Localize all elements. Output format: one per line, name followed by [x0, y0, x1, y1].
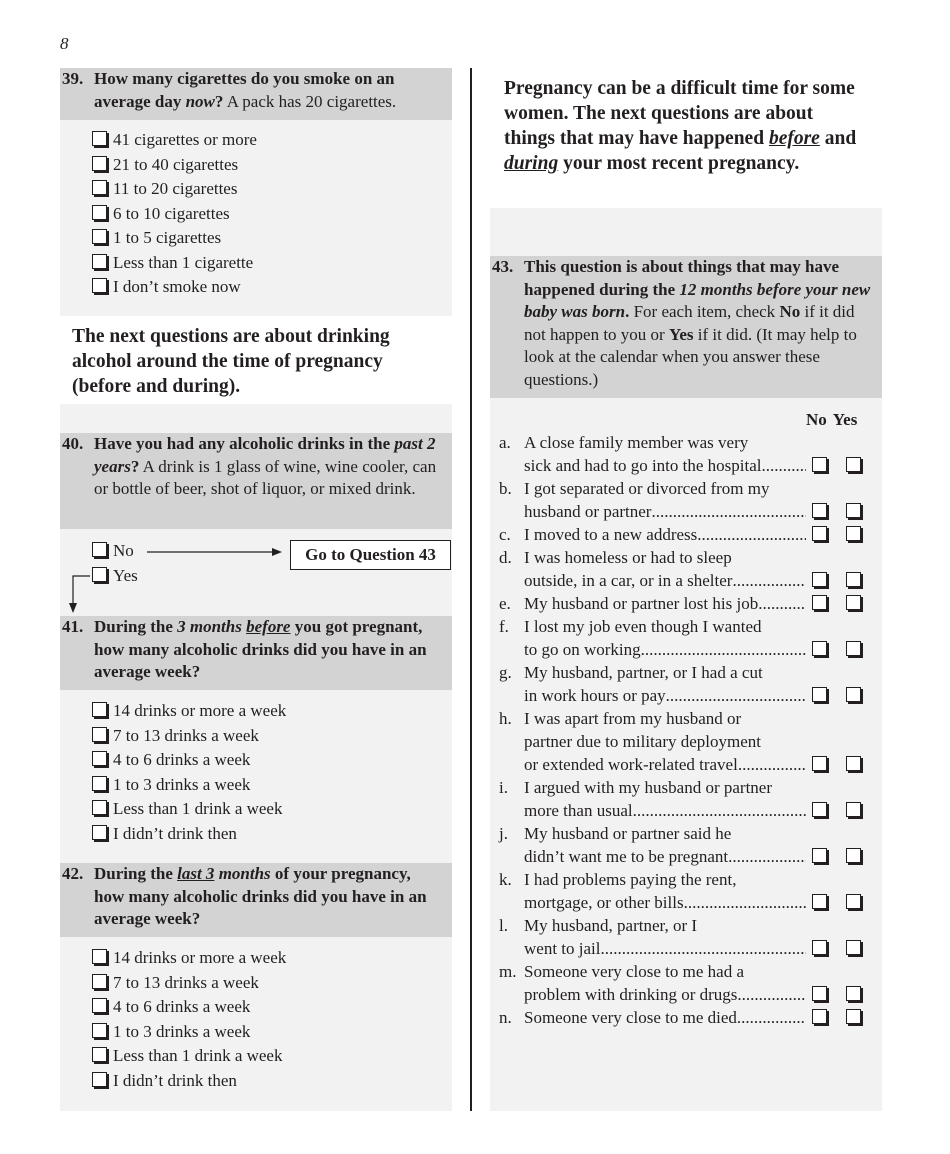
checkbox[interactable]: [92, 800, 107, 815]
checkbox[interactable]: [92, 156, 107, 171]
yes-checkbox[interactable]: [846, 894, 861, 909]
item-text-line: I argued with my husband or partner: [524, 778, 773, 797]
yes-checkbox[interactable]: [846, 595, 861, 610]
checkbox[interactable]: [92, 180, 107, 195]
no-checkbox[interactable]: [812, 572, 827, 587]
yes-checkbox[interactable]: [846, 572, 861, 587]
no-checkbox[interactable]: [812, 641, 827, 656]
item-letter: e.: [499, 594, 511, 613]
dot-leader: [737, 983, 806, 1006]
question-number: 41.: [62, 617, 84, 636]
checkbox[interactable]: [92, 229, 107, 244]
question-number: 40.: [62, 434, 84, 453]
yes-checkbox[interactable]: [846, 687, 861, 702]
item-text-line: I moved to a new address .....: [524, 523, 806, 546]
item-text: [524, 822, 806, 868]
life-event-item: [490, 477, 882, 523]
life-event-item: [490, 546, 882, 592]
dot-leader: [666, 684, 806, 707]
item-text-line: My husband or partner said he: [524, 824, 732, 843]
answer-checkboxes: [812, 940, 872, 956]
item-text-line: sick and had to go into the hospital .....: [524, 454, 806, 477]
life-event-item: [490, 776, 882, 822]
answer-checkboxes: [812, 572, 872, 588]
item-letter: h.: [499, 709, 512, 728]
dot-leader: [697, 523, 806, 546]
life-event-item: [490, 523, 882, 546]
item-text-line: didn’t want me to be pregnant .....: [524, 845, 806, 868]
item-text-line: I was homeless or had to sleep: [524, 548, 732, 567]
option-item: [92, 1044, 286, 1069]
dot-leader: [633, 799, 806, 822]
option-item: [92, 699, 286, 724]
option-item: [92, 773, 286, 798]
yes-checkbox[interactable]: [846, 1009, 861, 1024]
option-label: 1 to 5 cigarettes: [113, 228, 222, 247]
checkbox[interactable]: [92, 254, 107, 269]
item-text-line: My husband, partner, or I: [524, 916, 698, 935]
no-checkbox[interactable]: [812, 756, 827, 771]
checkbox[interactable]: [92, 825, 107, 840]
item-text: [524, 776, 806, 822]
option-label: Less than 1 cigarette: [113, 252, 254, 272]
life-event-item: [490, 914, 882, 960]
item-text: [524, 1006, 806, 1029]
item-text: [524, 477, 806, 523]
checkbox[interactable]: [92, 567, 107, 582]
item-letter: l.: [499, 916, 508, 935]
checkbox[interactable]: [92, 278, 107, 293]
yes-checkbox[interactable]: [846, 802, 861, 817]
item-text-line: I was apart from my husband or: [524, 709, 742, 728]
option-item: [92, 995, 286, 1020]
column-divider: [470, 68, 472, 1111]
item-text: [524, 707, 806, 776]
answer-checkboxes: [812, 848, 872, 864]
option-item: [92, 797, 286, 822]
question-40-options: [92, 539, 138, 588]
no-checkbox[interactable]: [812, 1009, 827, 1024]
option-item: [92, 946, 286, 971]
question-number: 42.: [62, 864, 84, 883]
option-label: 4 to 6 drinks a week: [113, 997, 251, 1016]
option-item: [92, 153, 257, 178]
yes-checkbox[interactable]: [846, 848, 861, 863]
item-letter: i.: [499, 778, 508, 797]
checkbox[interactable]: [92, 998, 107, 1013]
question-43-items: [490, 431, 882, 1029]
item-text: [524, 868, 806, 914]
no-checkbox[interactable]: [812, 986, 827, 1001]
life-event-item: [490, 661, 882, 707]
option-item: [92, 539, 138, 564]
dot-leader: [762, 454, 807, 477]
item-letter: f.: [499, 617, 509, 636]
option-item: [92, 251, 257, 276]
life-event-item: [490, 960, 882, 1006]
item-letter: a.: [499, 433, 511, 452]
item-text-line: mortgage, or other bills .....: [524, 891, 806, 914]
dot-leader: [684, 891, 806, 914]
option-label: 6 to 10 cigarettes: [113, 203, 230, 223]
checkbox[interactable]: [92, 751, 107, 766]
dot-leader: [728, 845, 806, 868]
item-text-line: husband or partner .....: [524, 500, 806, 523]
item-text: [524, 960, 806, 1006]
question-40-header: [60, 433, 452, 529]
life-event-item: [490, 707, 882, 776]
answer-checkboxes: [812, 595, 872, 611]
item-text: [524, 615, 806, 661]
life-event-item: [490, 868, 882, 914]
item-letter: n.: [499, 1008, 512, 1027]
no-checkbox[interactable]: [812, 595, 827, 610]
question-41-options: [92, 699, 286, 846]
answer-checkboxes: [812, 1009, 872, 1025]
no-checkbox[interactable]: [812, 526, 827, 541]
checkbox[interactable]: [92, 131, 107, 146]
option-item: [92, 226, 257, 251]
page-number: 8: [60, 34, 69, 53]
option-item: [92, 822, 286, 847]
life-event-item: [490, 822, 882, 868]
yes-checkbox[interactable]: [846, 457, 861, 472]
option-item: [92, 748, 286, 773]
option-item: [92, 1020, 286, 1045]
item-text: [524, 914, 806, 960]
pregnancy-intro-box: [490, 68, 882, 208]
checkbox[interactable]: [92, 542, 107, 557]
option-label: 11 to 20 cigarettes: [113, 179, 238, 198]
question-number: 43.: [492, 257, 514, 276]
option-item: [92, 564, 138, 589]
skip-arrow-head: [272, 548, 282, 556]
item-text: [524, 523, 806, 546]
option-item: [92, 128, 257, 153]
option-label: Yes: [113, 565, 138, 585]
question-43-header: [490, 256, 882, 398]
answer-checkboxes: [812, 641, 872, 657]
yes-checkbox[interactable]: [846, 756, 861, 771]
question-39-options: [92, 128, 257, 300]
option-label: 21 to 40 cigarettes: [113, 154, 239, 174]
life-event-item: [490, 1006, 882, 1029]
section-intro-box: [60, 316, 452, 404]
option-label: 1 to 3 drinks a week: [113, 774, 251, 794]
item-letter: j.: [499, 824, 508, 843]
no-checkbox[interactable]: [812, 503, 827, 518]
left-column: [60, 68, 452, 1111]
option-label: No: [113, 541, 134, 560]
no-checkbox[interactable]: [812, 457, 827, 472]
dot-leader: [641, 638, 806, 661]
no-checkbox[interactable]: [812, 894, 827, 909]
checkbox[interactable]: [92, 205, 107, 220]
yes-checkbox[interactable]: [846, 940, 861, 955]
option-item: [92, 202, 257, 227]
dot-leader: [732, 569, 806, 592]
item-text-line: I lost my job even though I wanted: [524, 617, 762, 636]
life-event-item: [490, 431, 882, 477]
pregnancy-intro-text: Pregnancy can be a difficult time for some women. The next questions are about things that may have happened before and during your most recent pregnancy.: [504, 78, 857, 174]
no-checkbox[interactable]: [812, 802, 827, 817]
option-label: Less than 1 drink a week: [113, 799, 283, 818]
yes-arrow-line: [73, 576, 90, 606]
question-number: 39.: [62, 69, 84, 88]
item-letter: c.: [499, 525, 511, 544]
life-event-item: [490, 592, 882, 615]
option-label: I don’t smoke now: [113, 277, 241, 296]
item-text-line: Someone very close to me had a: [524, 962, 744, 981]
option-label: 14 drinks or more a week: [113, 948, 287, 967]
item-text-line: I got separated or divorced from my: [524, 479, 770, 498]
item-text: [524, 431, 806, 477]
checkbox[interactable]: [92, 1047, 107, 1062]
item-letter: k.: [499, 870, 512, 889]
dot-leader: [758, 592, 806, 615]
question-42-options: [92, 946, 286, 1093]
yes-arrow-head: [69, 603, 77, 613]
question-39-header: [60, 68, 452, 120]
no-column-header: No: [806, 410, 827, 429]
option-label: 14 drinks or more a week: [113, 701, 287, 720]
option-label: 41 cigarettes or more: [113, 130, 257, 149]
checkbox[interactable]: [92, 1072, 107, 1087]
answer-checkboxes: [812, 894, 872, 910]
right-column: [490, 68, 882, 1111]
dot-leader: [738, 753, 806, 776]
yes-checkbox[interactable]: [846, 503, 861, 518]
option-label: 7 to 13 drinks a week: [113, 972, 259, 992]
question-40-text: Have you had any alcoholic drinks in the past 2 years? A drink is 1 glass of wine, wine cooler, can or bottle of beer, shot of liquor, or mixed drink.: [94, 434, 437, 498]
answer-checkboxes: [812, 756, 872, 772]
yes-column-header: Yes: [832, 410, 858, 429]
item-text-line: partner due to military deployment: [524, 732, 761, 751]
answer-checkboxes: [812, 986, 872, 1002]
answer-checkboxes: [812, 457, 872, 473]
checkbox[interactable]: [92, 1023, 107, 1038]
yes-checkbox[interactable]: [846, 641, 861, 656]
checkbox[interactable]: [92, 974, 107, 989]
item-text: [524, 546, 806, 592]
item-text-line: to go on working .....: [524, 638, 806, 661]
item-text-line: problem with drinking or drugs .....: [524, 983, 806, 1006]
skip-instruction: Go to Question 43: [290, 540, 451, 570]
option-item: [92, 275, 257, 300]
item-letter: g.: [499, 663, 512, 682]
option-item: [92, 1069, 286, 1094]
checkbox[interactable]: [92, 949, 107, 964]
answer-checkboxes: [812, 687, 872, 703]
dot-leader: [651, 500, 806, 523]
checkbox[interactable]: [92, 702, 107, 717]
option-label: 4 to 6 drinks a week: [113, 750, 251, 769]
option-label: Less than 1 drink a week: [113, 1046, 283, 1065]
dot-leader: [737, 1006, 806, 1029]
no-checkbox[interactable]: [812, 848, 827, 863]
item-text-line: My husband or partner lost his job .....: [524, 592, 806, 615]
question-42-header: [60, 863, 452, 937]
option-label: 7 to 13 drinks a week: [113, 725, 259, 745]
item-letter: b.: [499, 479, 512, 498]
item-text: [524, 661, 806, 707]
section-intro-text: The next questions are about drinking alcohol around the time of pregnancy (before and during).: [72, 326, 390, 397]
no-checkbox[interactable]: [812, 687, 827, 702]
checkbox[interactable]: [92, 776, 107, 791]
yes-checkbox[interactable]: [846, 526, 861, 541]
checkbox[interactable]: [92, 727, 107, 742]
item-text-line: A close family member was very: [524, 433, 749, 452]
option-item: [92, 177, 257, 202]
item-text-line: in work hours or pay .....: [524, 684, 806, 707]
option-label: I didn’t drink then: [113, 823, 237, 843]
item-text-line: I had problems paying the rent,: [524, 870, 737, 889]
item-text-line: Someone very close to me died .....: [524, 1006, 806, 1029]
question-43-text: This question is about things that may have happened during the 12 months before your new baby was born. For each item, check No if it did not happen to you or Yes if it did. (It may help to look at the calendar when you answer these questions.): [524, 257, 871, 389]
option-label: 1 to 3 drinks a week: [113, 1021, 251, 1041]
item-text-line: more than usual .....: [524, 799, 806, 822]
item-text-line: or extended work-related travel .....: [524, 753, 806, 776]
item-text-line: went to jail .....: [524, 937, 806, 960]
item-text: [524, 592, 806, 615]
question-41-header: [60, 616, 452, 690]
question-39-text: How many cigarettes do you smoke on an average day now? A pack has 20 cigarettes.: [94, 69, 397, 111]
item-text-line: My husband, partner, or I had a cut: [524, 663, 763, 682]
life-event-item: [490, 615, 882, 661]
dot-leader: [600, 937, 806, 960]
answer-checkboxes: [812, 503, 872, 519]
item-text-line: outside, in a car, or in a shelter .....: [524, 569, 806, 592]
question-42-text: During the last 3 months of your pregnancy, how many alcoholic drinks did you have in an average week?: [94, 864, 427, 928]
option-label: I didn’t drink then: [113, 1070, 237, 1090]
option-item: [92, 971, 286, 996]
answer-column-headers: [806, 410, 863, 430]
item-letter: m.: [499, 962, 517, 981]
answer-checkboxes: [812, 526, 872, 542]
yes-checkbox[interactable]: [846, 986, 861, 1001]
question-41-text: During the 3 months before you got pregnant, how many alcoholic drinks did you have in an average week?: [94, 617, 427, 681]
no-checkbox[interactable]: [812, 940, 827, 955]
option-item: [92, 724, 286, 749]
item-letter: d.: [499, 548, 512, 567]
answer-checkboxes: [812, 802, 872, 818]
